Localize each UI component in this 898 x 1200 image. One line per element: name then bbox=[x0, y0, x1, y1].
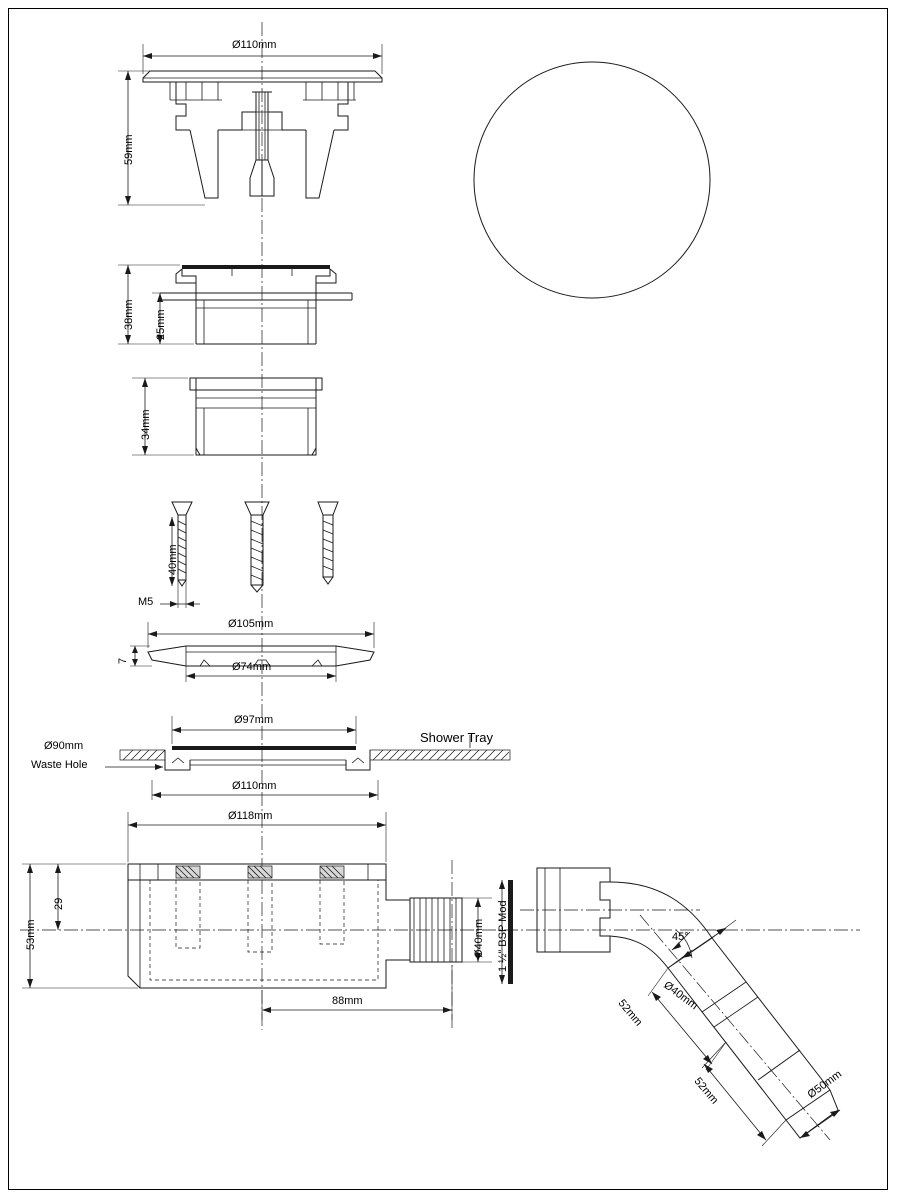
dim-label-body-height-25: 25mm bbox=[155, 309, 167, 340]
dim-label-screw-thread-m5: M5 bbox=[138, 596, 154, 608]
dim-label-elbow-dia-40: Ø40mm bbox=[661, 979, 700, 1013]
dim-label-clamp-height-34: 34mm bbox=[140, 409, 152, 440]
dim-label-body-dia-118: Ø118mm bbox=[228, 810, 273, 822]
dim-label-total-height-53: 53mm bbox=[25, 919, 37, 950]
dim-label-assembly-height: 59mm bbox=[123, 134, 135, 165]
dim-label-elbow-dia-50: Ø50mm bbox=[805, 1068, 845, 1101]
dim-label-seal-height-29: 29 bbox=[53, 897, 65, 910]
dim-label-elbow-len-52-b: 52mm bbox=[691, 1075, 721, 1107]
dim-label-grate-diameter: Ø110mm bbox=[232, 39, 277, 51]
dim-label-elbow-angle-45: 45° bbox=[672, 931, 689, 943]
dim-label-flange-dia-105: Ø105mm bbox=[228, 618, 274, 630]
label-waste-hole-text: Waste Hole bbox=[31, 759, 88, 771]
dim-label-elbow-len-52-a: 52mm bbox=[615, 997, 645, 1029]
dim-label-body-height-38: 38mm bbox=[123, 299, 135, 330]
label-shower-tray: Shower Tray bbox=[420, 730, 493, 745]
label-waste-hole-dia: Ø90mm bbox=[44, 740, 84, 752]
dim-label-seal-dia-97: Ø97mm bbox=[234, 714, 274, 726]
dim-label-screw-length-40: 40mm bbox=[167, 544, 179, 575]
dim-label-outlet-dia-40: Ø40mm bbox=[473, 918, 485, 958]
dim-label-flange-thickness-7: 7 bbox=[117, 657, 129, 664]
dim-label-body-length-88: 88mm bbox=[332, 995, 363, 1007]
dim-label-inner-dia-74: Ø74mm bbox=[232, 661, 272, 673]
dim-label-body-dia-110: Ø110mm bbox=[232, 780, 277, 792]
label-bsp-thread: 1 ½" BSP Mod bbox=[497, 900, 509, 972]
